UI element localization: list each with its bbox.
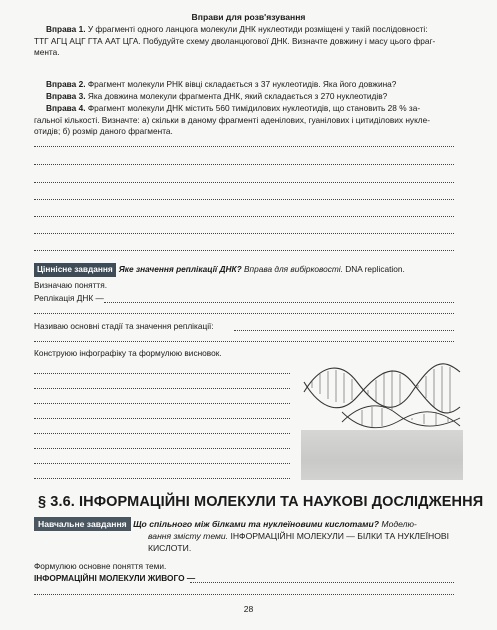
task-1-text-2: ТТГ АГЦ АЦГ ГТА ААТ ЦГА. Побудуйте схему дволанцюгової ДНК. Визначте довжину і масу цього фраг- xyxy=(34,35,436,46)
task-4-text-3: отидів; б) розмір даного фрагмента. xyxy=(34,126,173,137)
value-task-header xyxy=(34,263,464,277)
define-label: Визначаю поняття. xyxy=(34,280,108,290)
infographic-line[interactable] xyxy=(34,433,290,434)
infographic-gray-panel xyxy=(301,430,463,480)
section-title: § 3.6. ІНФОРМАЦІЙНІ МОЛЕКУЛИ ТА НАУКОВІ ДОСЛІДЖЕННЯ xyxy=(38,494,484,510)
page-title: Вправи для розв'язування xyxy=(191,12,306,22)
task-1 xyxy=(34,24,454,59)
infographic-line[interactable] xyxy=(34,388,290,389)
infographic-line[interactable] xyxy=(34,373,290,374)
infographic-line[interactable] xyxy=(34,403,290,404)
infographic-label: Конструюю інфографіку та формулюю висновок. xyxy=(34,348,222,358)
learning-task-continued xyxy=(148,530,468,554)
task-2-text: Фрагмент молекули РНК вівці складається з 37 нуклеотидів. Яка його довжина? xyxy=(87,79,397,89)
learning-task-question: Що спільного між білками та нуклеїновими кислотами? xyxy=(133,519,380,529)
learning-task-answer-2: КИСЛОТИ. xyxy=(148,543,192,553)
value-task-question: Яке значення реплікації ДНК? xyxy=(118,264,242,274)
value-task-badge: Ціннісне завдання xyxy=(34,263,116,277)
answer-line[interactable] xyxy=(34,182,454,183)
info-molecules-term: ІНФОРМАЦІЙНІ МОЛЕКУЛИ ЖИВОГО — xyxy=(34,573,196,583)
task-1-text-3: мента. xyxy=(34,47,60,58)
task-1-text-1: У фрагменті одного ланцюга молекули ДНК нуклеотиди розміщені у такій послідовності: xyxy=(87,24,428,34)
stages-answer-line-2[interactable] xyxy=(34,341,454,342)
answer-line[interactable] xyxy=(34,164,454,165)
value-task-note: Вправа для вибірковості. xyxy=(243,264,343,274)
task-4 xyxy=(34,103,454,138)
stages-answer-line[interactable] xyxy=(234,330,454,331)
replication-answer-line[interactable] xyxy=(104,302,454,303)
task-2 xyxy=(34,79,454,91)
dna-helix-icon xyxy=(302,352,462,432)
task-3 xyxy=(34,91,454,103)
learning-task-answer-1: ІНФОРМАЦІЙНІ МОЛЕКУЛИ — БІЛКИ ТА НУКЛЕЇНОВІ xyxy=(230,531,450,541)
answer-line[interactable] xyxy=(34,233,454,234)
replication-term: Реплікація ДНК — xyxy=(34,293,104,303)
learning-task-modeling-2: вання змісту теми. xyxy=(148,531,229,541)
answer-line[interactable] xyxy=(34,199,454,200)
answer-line[interactable] xyxy=(34,216,454,217)
answer-line[interactable] xyxy=(34,146,454,147)
task-4-text-2: гальної кількості. Визначте: а) скільки в даному фрагменті аденілових, гуанілових і цитиділових нукле- xyxy=(34,114,431,125)
task-3-text: Яка довжина молекули фрагмента ДНК, який складається з 270 нуклеотидів? xyxy=(87,91,388,101)
answer-line[interactable] xyxy=(34,250,454,251)
task-1-label: Вправа 1. xyxy=(46,24,86,34)
stages-label: Називаю основні стадії та значення реплікації: xyxy=(34,321,214,331)
learning-task xyxy=(34,517,464,531)
task-3-label: Вправа 3. xyxy=(46,91,86,101)
learning-task-badge: Навчальне завдання xyxy=(34,517,131,531)
infographic-line[interactable] xyxy=(34,448,290,449)
page-number: 28 xyxy=(243,604,254,614)
learning-task-modeling-1: Моделю- xyxy=(381,519,417,529)
task-2-label: Вправа 2. xyxy=(46,79,86,89)
formulate-label: Формулюю основне поняття теми. xyxy=(34,561,167,571)
task-4-label: Вправа 4. xyxy=(46,103,86,113)
infographic-line[interactable] xyxy=(34,463,290,464)
value-task-extra: DNA replication. xyxy=(345,264,405,274)
infographic-line[interactable] xyxy=(34,478,290,479)
info-molecules-answer-line[interactable] xyxy=(190,582,454,583)
info-molecules-answer-line-2[interactable] xyxy=(34,594,454,595)
infographic-line[interactable] xyxy=(34,418,290,419)
task-4-text-1: Фрагмент молекули ДНК містить 560 тимідилових нуклеотидів, що становить 28 % за- xyxy=(87,103,421,113)
replication-answer-line-2[interactable] xyxy=(34,313,454,314)
